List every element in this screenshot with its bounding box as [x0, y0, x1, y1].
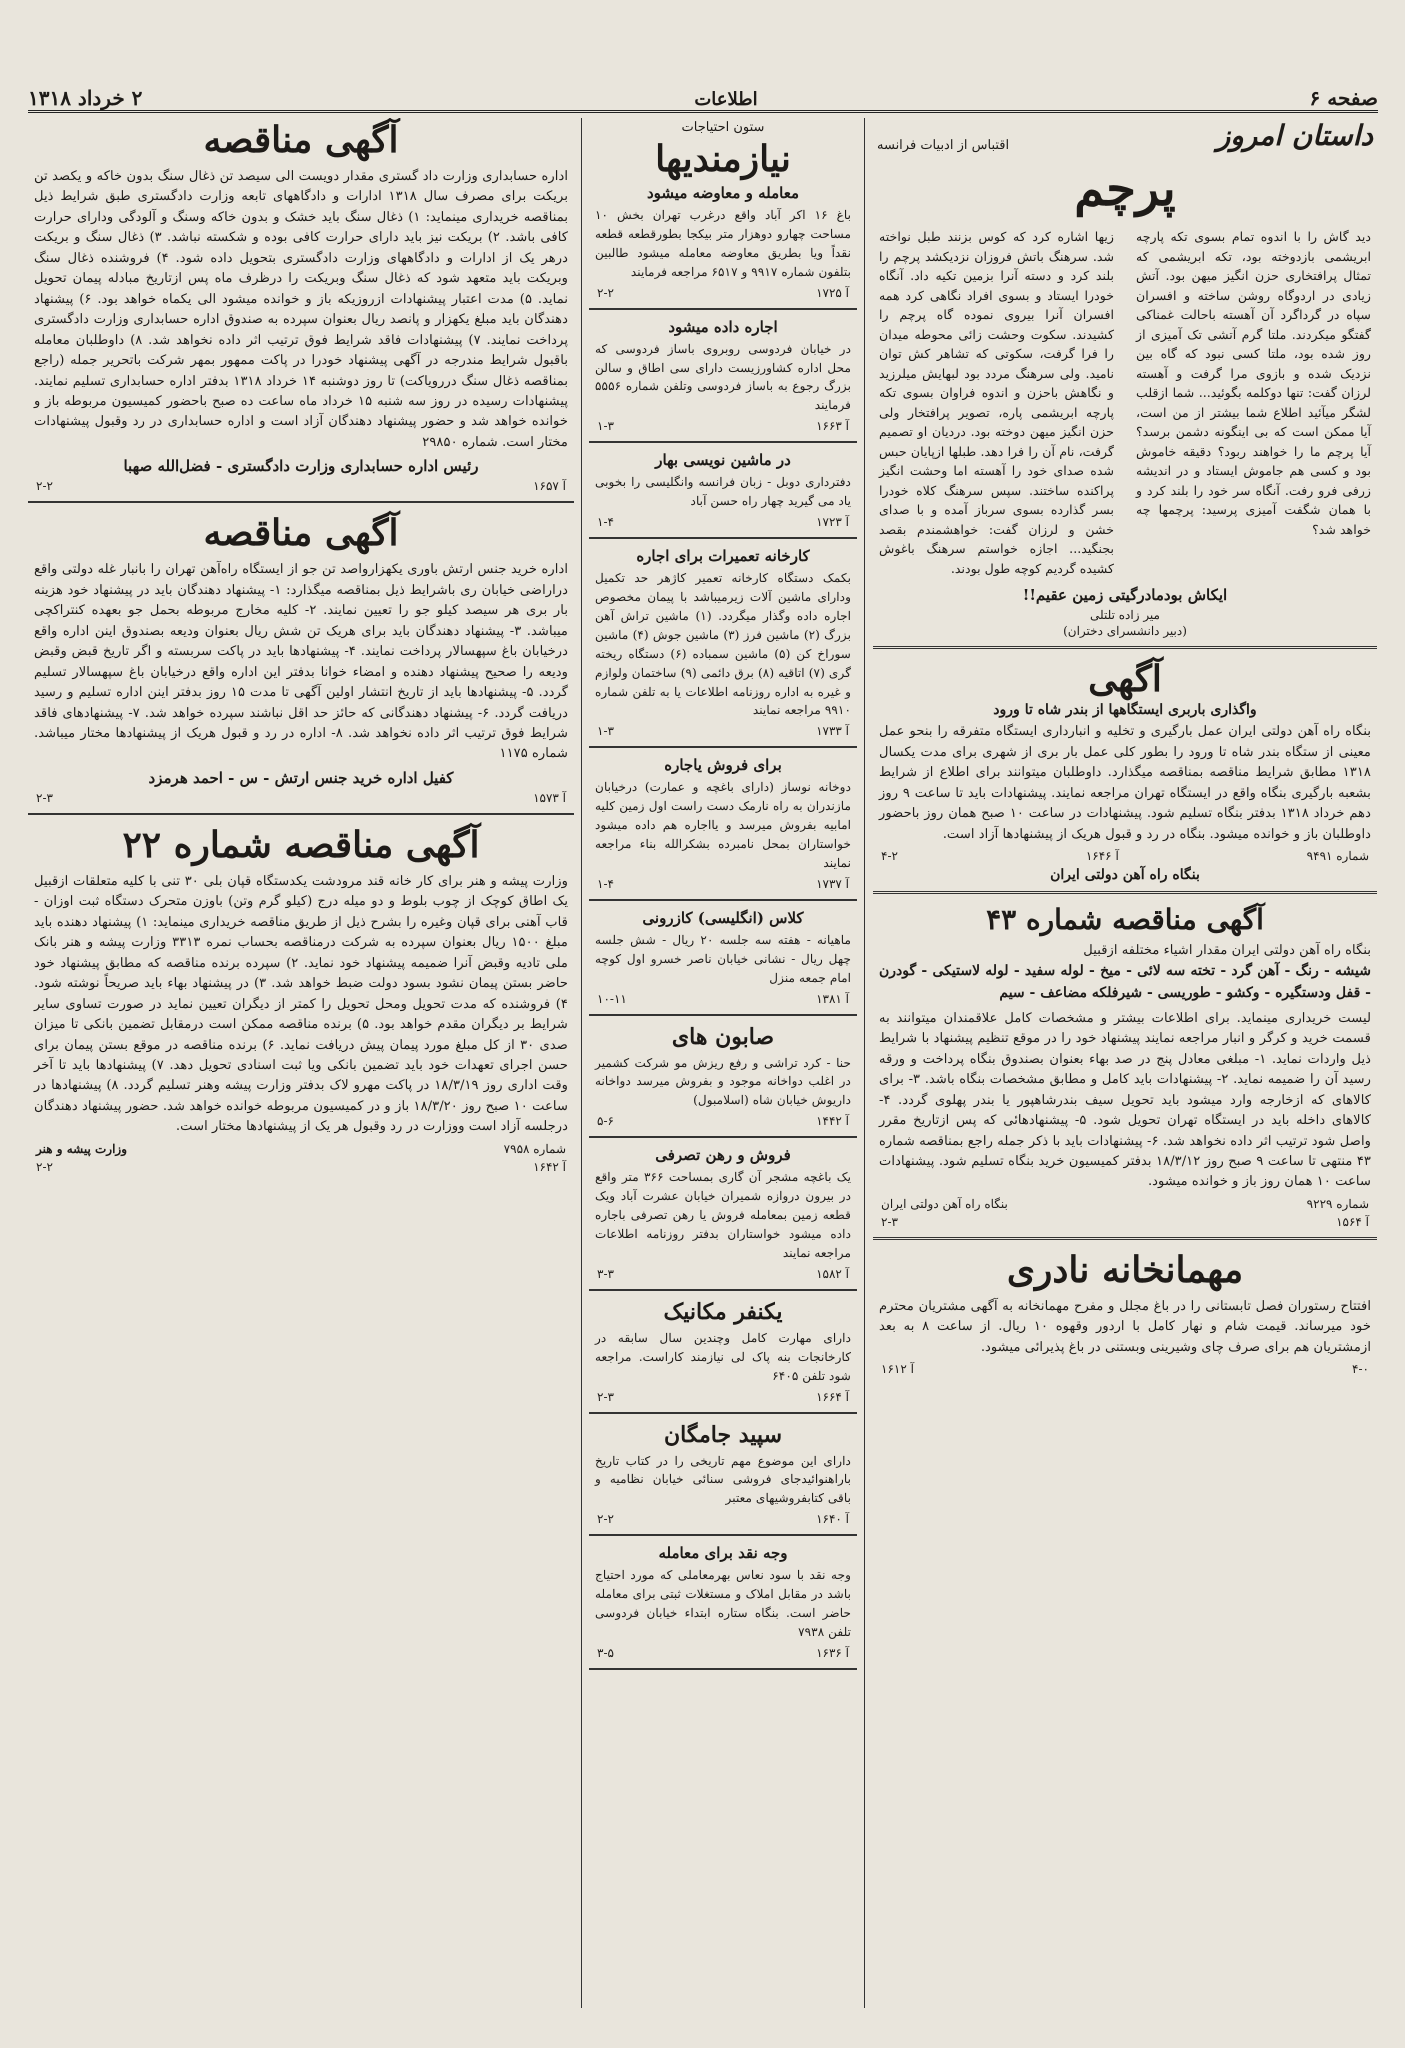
classified-text: وجه نقد با سود نعاس بهرمعاملی که مورد احتیاج باشد در مقابل املاک و مستغلات ثبتی برای معامله حاضر است. بنگاه ستاره ابتداء خیابان فردوسی تلفن ۷۹۳۸: [595, 1568, 851, 1639]
classified-code-id: آ ۱۶۶۳: [816, 419, 849, 434]
rail-tender-code-line: [881, 1215, 1369, 1229]
rail-tender-intro: بنگاه راه آهن دولتی ایران مقدار اشیاء مختلفه ازقبیل: [1083, 943, 1371, 958]
classified-run: ۱-۳: [597, 724, 614, 739]
divider: [589, 899, 857, 901]
classified-text: در خیابان فردوسی روبروی باساز فردوسی که محل اداره کشاورزیست دارای سی اطاق و سالن بزرگ رجوع به باساز فردوسی وتلفن شماره ۵۵۵۶ فرمایند: [595, 341, 851, 413]
classified-text: دارای این موضوع مهم تاریخی را در کتاب تاریخ باراهنوائیدجای فروشی سنائی خیابان نظامیه و باقی کتابفروشیهای معتبر: [595, 1453, 851, 1506]
classified-text: دفترداری دوبل - زبان فرانسه وانگلیسی را بخوبی یاد می گیرید چهار راه حسن آباد: [595, 475, 851, 509]
page-label: صفحه ۶: [1309, 86, 1378, 110]
classified-code: [597, 1114, 849, 1128]
rail-tender-code: [881, 1197, 1369, 1211]
tender2-signature: کفیل اداره خرید جنس ارتش - س - احمد هرمزد: [148, 768, 454, 787]
column-needs: [589, 118, 857, 2008]
classified-ad: [589, 1024, 857, 1139]
classified-text: دوخانه نوساز (دارای باغچه و عمارت) درخیابان مازندران به راه نارمک دست راست اول زمین کلیه امابیه بفروش میرسد و یااجاره هم داده میشود خواستاران بمحل نامبرده بشکرالله بناء مراجعه نمایند: [595, 780, 851, 870]
rail-tender-run: ۲-۳: [881, 1214, 898, 1229]
divider: [589, 1289, 857, 1291]
classified-code-id: آ ۱۵۸۲: [816, 1266, 849, 1281]
classified-run: ۲-۳: [597, 1389, 614, 1404]
divider: [589, 1136, 857, 1138]
divider: [589, 537, 857, 539]
nadery-text: افتتاح رستوران فصل تابستانی را در باغ مجلل و مفرح مهمانخانه به آگهی مشتریان محترم خود میرساند. قیمت شام و نهار کامل با اردور وقهوه ۱۰ ریال. از ساعت ۸ به بعد ازمشتریان هم برای صرف چای وشیرینی وبستنی در باغ پذیرائی میشود.: [879, 1298, 1371, 1355]
nadery-code-id: آ ۱۶۱۲: [881, 1362, 914, 1377]
classified-heading: کلاس (انگلیسی) کازرونی: [642, 908, 804, 927]
classified-ad: [589, 909, 857, 1016]
tender1-code-id: آ ۱۶۵۷: [533, 479, 566, 494]
classified-heading: کارخانه تعمیرات برای اجاره: [636, 547, 810, 566]
rail-notice-subtitle: واگذاری باربری ایستگاهها از بندر شاه تا ورود: [993, 702, 1257, 719]
rail-notice-run: ۴-۲: [881, 849, 898, 863]
needs-list: [589, 184, 857, 1670]
column-rule: [864, 118, 865, 2008]
tender3-number: شماره ۷۹۵۸: [503, 1141, 566, 1156]
story-text-a: دید گاش را با اندوه تمام بسوی تکه پارچه ابریشمی بازدوخته بود، تکه ابریشمی که تمثال پرافتخاری حزن انگیز میهن بود. آتش زیادی در اردوگاه روشن ساخته و افسران سپاه در گرداگرد آن آهسته باحالت غمناکی گفتگو میکردند. ملتا گرم آتشی تک آمیزی از روز شده بود، ملتا کسی نبود که گاه بین نزدیک شده و بازوی مرا گرفت و آهسته لرزان گفت: تنها دوکلمه بگوئید... شما ازقلب لشگر میآئید اطلاع شما بیشتر از من است، آیا ممکن است که بی اینگونه دشمن برسد؟ آیا پرچم ما را خواهند ربود؟ دقیقه خاموش بود و کسی هم جاموش ایستاد و در اندیشه زرفی فرو رفت. آنگاه سر خود را بلند کرد و با همان شگفت آمیزی پرسید: پرچمها چه خواهد شد؟: [1136, 229, 1371, 537]
tender3-footer: [36, 1142, 566, 1156]
classified-code: [597, 877, 849, 891]
classified-heading: یکنفر مکانیک: [663, 1298, 783, 1325]
rail-tender-title: آگهی مناقصه شماره ۴۳: [986, 903, 1264, 936]
classified-run: ۲-۲: [597, 1512, 614, 1527]
classified-ad: [589, 547, 857, 748]
classified-run: ۳-۵: [597, 1645, 614, 1660]
divider: [589, 441, 857, 443]
tender2-run: ۲-۳: [36, 790, 53, 805]
classified-code: [597, 724, 849, 738]
divider: [589, 308, 857, 310]
classified-text: یک باغچه مشجر آن گاری بمساحت ۳۶۶ متر واقع در بیرون دروازه شمیران خیابان عشرت آباد ویک قطعه زمین بمعامله فروش یا رهن تصرفی باجاره داده میشود خواستاران بدفتر روزنامه اطلاعات مراجعه نمایند: [595, 1170, 851, 1260]
nadery-title: مهمانخانه نادری: [1006, 1248, 1244, 1291]
classified-run: ۲-۲: [597, 285, 614, 300]
tender2-code: [36, 791, 566, 805]
tender1-text: اداره حسابداری وزارت داد گستری مقدار دویست الی سیصد تن ذغال سنگ بدون خاکه و یکصد تن بریکت برای مصرف سال ۱۳۱۸ ادارات و دادگاههای تابعه وزارت دادگستری طبق شرایط ذیل بمناقصه خریداری مینماید: ۱) ذغال سنگ باید خشک و بدون خاکه وسنگ و آلودگی ودارای حرارت کافی باشد. ۲) بریکت نیز باید دارای حرارت کافی بوده و شکسته نباشد. ۳) ذغال سنگ و بریکت درهر یک از ادارات و دادگاههای وزارت دادگستری بتحویل داده شود. ۴) فروشنده ذغال سنگ وبریکت باید متعهد شود که ذغال سنگ وبریکت را درظرف ماه پس ازتاریخ مبادله پیمان تحویل نماید. ۵) مدت اعتبار پیشنهادات ازروزیکه باز و خوانده میشود الی یکماه خواهد بود. ۶) پیشنهاد دهندگان باید مبلغ یکهزار و پانصد ریال بعنوان سپرده به صندوق اداره حسابداری وزارت دادگستری پرداخت نمایند. ۷) پیشنهادات فاقد شرایط فوق ترتیب اثر داده نخواهد شد. ۸) داوطلبان معامله باقبول شرایط مندرجه در آگهی پیشنهاد خودرا در پاکت ممهور بمهر شرکت باتحریر جمله (راجع بمناقصه ذغال سنگ دررویاکت) تا روز دوشنبه ۱۴ خرداد ۱۳۱۸ بدفتر اداره حسابداری تسلیم نمایند. پیشنهادات رسیده در روز سه شنبه ۱۵ خرداد ماه ساعت ده صبح باحضور کمیسیون مربوطه باز و خوانده خواهد شد و حضور پیشنهاد دهندگان آزاد است و اداره حسابداری در رد وقبول پیشنهادات مختار است. شماره ۲۹۸۵۰: [34, 169, 569, 450]
story-kicker: اقتباس از ادبیات فرانسه: [877, 138, 1010, 153]
classified-text: ماهیانه - هفته سه جلسه ۲۰ ریال - شش جلسه چهل ریال - نشانی خیابان ناصر خسرو اول کوچه امام جمعه منزل: [595, 932, 852, 985]
classified-code: [597, 1646, 849, 1660]
classified-ad: [589, 1544, 857, 1670]
classified-run: ۱-۴: [597, 515, 614, 530]
classified-code: [597, 1390, 849, 1404]
classified-ad: [589, 1299, 857, 1414]
story-text-b: زیها اشاره کرد که کوس بزنند طبل نواخته شد. سرهنگ باتش فروزان نزدیکشد پرچم را بلند کرد و دسته آنرا بزمین تکیه داد. آنگاه خودرا ایستاد و بسوی افراد نگاهی کرد همه افسران آنرا بیروی نموده گاه پرچم را کشیدند. سکوت وحشت زائی محوطه میدان را فرا گرفت، سکوتی که تشاهر کش توان نامید. ولی سرهنگ مردد بود لبهایش میلرزید و نگاهش باحزن و اندوه فراوان بسوی تکه پارچه ابریشمی پاره، تصویر پرافتخار ولی حزن انگیز میهن دوخته بود. دردیان او تصمیم گرفت، نام آن را فرا دهد. طبلها ازپایان حبس شده صدای خود را آهسته اما وحشت انگیز پراکنده ساختند. سپس سرهنگ کلاه خودرا بسر گذارده بسوی سرباز آمده و با صدای خشن و لرزان گفت: خواهشمندم بقصد بجنگید... اجازه خواستم سرهنگ باغوش کشیده گردیم کوچه طول بودند.: [879, 229, 1114, 576]
classified-ad: [589, 318, 857, 444]
classified-text: دارای مهارت کامل وچندین سال سابقه در کارخانجات بنه پاک لی نیازمند کاراست. مراجعه شود تلفن ۶۴۰۵: [595, 1330, 851, 1383]
rail-notice-org: بنگاه راه آهن دولتی ایران: [1050, 867, 1200, 883]
classified-code-id: آ ۱۷۳۷: [816, 876, 849, 891]
classified-code: [597, 992, 849, 1006]
divider: [873, 1237, 1377, 1240]
classified-text: بکمک دستگاه کارخانه تعمیر کاژهر حد تکمیل ودارای ماشین آلات زیرمیباشد با پیمان مخصوص اجاره داده وگذار میگردد. (۱) ماشین تراش آهن بزرگ (۲) ماشین فرز (۳) ماشین جوش (۴) ماشین سوراخ کن (۵) ماشین سمباده (۶) دستگاه ریخته گری (۷) اتاقیه (۸) برق دائمی (۹) ساختمان ولوازم و غیره به اداره روزنامه اطلاعات یا به تلفن شماره ۹۹۱۰ مراجعه نمایند: [595, 571, 852, 718]
rail-notice-title: آگهی: [1088, 658, 1162, 701]
classified-code-id: آ ۱۷۲۵: [816, 285, 849, 300]
rail-notice-text: بنگاه راه آهن دولتی ایران عمل بارگیری و تخلیه و انبارداری ایستگاه متفرقه را بنحو عمل معینی از ستگاه بندر شاه تا ورود را بطور کلی عمل بار بری از شهری برای مدت یکسال ۱۳۱۸ مطابق شرایط مناقصه بمناقصه میگذارد. داوطلبان میتوانند برای اطلاع از شرایط بشعبه بارگیری بنگاه واقع در ایستگاه تهران مراجعه نمایند. پیشنهادات باید تا ساعت ۹ روز دهم خرداد ۱۳۱۸ بدفتر بنگاه تسلیم شود. پیشنهادات در ساعت ۱۰ صبح همان روز باحضور داوطلبان باز و خوانده میشود. بنگاه در رد و قبول هریک از پیشنهادها آزاد است.: [879, 724, 1371, 842]
story-title: پرچم: [1074, 161, 1176, 217]
divider: [28, 813, 574, 815]
classified-ad: [589, 756, 857, 901]
classified-run: ۳-۳: [597, 1266, 614, 1281]
tender3-signature: وزارت پیشه و هنر: [36, 1141, 128, 1156]
classified-run: ۱-۳: [597, 419, 614, 434]
rail-notice-code-id: آ ۱۶۴۶: [1085, 849, 1119, 863]
classified-code-id: آ ۱۷۳۳: [816, 724, 849, 739]
tender1-signature: رئیس اداره حسابداری وزارت دادگستری - فضل‌الله صهبا: [123, 457, 479, 476]
needs-header: ستون احتیاجات: [681, 120, 765, 135]
paper-name: اطلاعات: [694, 89, 758, 110]
classified-heading: وجه نقد برای معامله: [658, 1544, 788, 1563]
divider: [873, 891, 1377, 894]
story-closing-quote: ایکاش بودمادرگیتی زمین عقیم!!: [1022, 586, 1228, 605]
classified-ad: [589, 184, 857, 310]
classified-heading: اجاره داده میشود: [668, 317, 778, 336]
classified-code: [597, 1512, 849, 1526]
section-title: داستان امروز: [1216, 119, 1373, 152]
classified-text: باغ ۱۶ اکر آباد واقع درغرب تهران بخش ۱۰ مساحت چهارو دوهزار متر بیکجا بطورقطعه قطعه نقداً ویا بطریق معاوضه معامله میشود طالبین بتلفون شماره ۹۹۱۷ و ۶۵۱۷ مراجعه فرمایند: [595, 208, 851, 279]
classified-heading: سپید جامگان: [663, 1421, 782, 1448]
classified-run: ۵-۶: [597, 1114, 614, 1129]
classified-heading: فروش و رهن تصرفی: [655, 1146, 791, 1165]
classified-code-id: آ ۱۶۴۰: [816, 1512, 849, 1527]
column-tenders: [28, 118, 574, 2008]
tender2-title: آگهی مناقصه: [203, 512, 399, 555]
classified-run: ۱۰-۱۱: [597, 991, 627, 1006]
classified-heading: در ماشین نویسی بهار: [655, 451, 791, 470]
tender3-code: [36, 1160, 566, 1174]
classified-run: ۱-۴: [597, 876, 614, 891]
tender3-run: ۲-۲: [36, 1159, 53, 1174]
classified-text: حنا - کرد تراشی و رفع ریزش مو شرکت کشمیر در اغلب دواخانه موجود و بفروش میرسد دواخانه داریوش خیابان شاه (اسلامبول): [595, 1055, 851, 1108]
divider: [589, 1534, 857, 1536]
masthead: [28, 78, 1378, 113]
rail-tender-text: لیست خریداری مینماید. برای اطلاعات بیشتر و مشخصات کامل علاقمندان میتوانند به قسمت خرید و کرگر و انبار مراجعه نمایند پیشنهاد خود را در موقع تنظیم پیشنهاد با شرایط ذیل واردات نماید. ۱- مبلغی معادل پنج در صد بهاء بعنوان بصندوق بنگاه پرداخت و ورقه رسید آن را ضمیمه نماید. ۲- پیشنهادات باید کامل و مطابق مشخصات بنگاه باشد. ۳- برای کالاهای که ازخارجه وارد میشود باید تحویل سیف بندرشاهپور یا بندر پهلوی گردد. ۴- کالاهای داخله باید در ایستگاه تهران تحویل شود. ۵- پیشنهادهائی که پس ازتاریخ مقرر واصل شود ترتیب اثر داده نخواهد شد. ۶- پیشنهادات باید با ذکر جمله راجع بمناقصه شماره ۴۳ منتهی تا ساعت ۹ صبح روز ۱۸/۳/۱۲ بدفتر کمیسیون خرید بنگاه تسلیم شود. پیشنهادات ساعت ۱۰ همان روز باز و خوانده میشود.: [879, 1010, 1371, 1190]
story-school: (دبیر دانشسرای دختران): [1063, 624, 1187, 639]
classified-code-id: آ ۱۷۲۳: [816, 515, 849, 530]
classified-code-id: آ ۱۶۳۶: [816, 1645, 849, 1660]
nadery-run: ۴-۰: [1352, 1362, 1369, 1377]
classified-code-id: آ ۱۶۶۴: [816, 1389, 849, 1404]
tender3-code-id: آ ۱۶۴۲: [533, 1159, 566, 1174]
tender3-title: آگهی مناقصه شماره ۲۲: [122, 823, 480, 866]
classified-code-id: آ ۱۴۴۲: [816, 1114, 849, 1129]
nadery-code: [881, 1362, 1369, 1376]
rail-tender-code-id: آ ۱۵۶۴: [1336, 1214, 1369, 1229]
tender2-text: اداره خرید جنس ارتش باوری یکهزارواصد تن جو از ایستگاه راه‌آهن تهران را بانبار غله دولتی واقع دراراضی خیابان ری باشرایط ذیل بمناقصه میگذارد: ۱- پیشنهاد دهندگان باید در پیشنهاد خود هزینه بار بری هر سیصد کیلو جو را تعیین نمایند. ۲- کلیه مخارج مربوطه بحمل جو بعهده کنتراکچی میباشد. ۳- پیشنهاد دهندگان باید برای هریک تن شش ریال بعنوان ودیعه بصندوق اینن اداره واقع درخیابان باغ سپهسالار پرداخت نمایند. ۴- پیشنهادها باید در پاکت سربسته و اگر تاریخ قبض وقبض ودیعه را صحیح پیشنهاد دهنده و امضاء خوانا بدفتر این اداره واقع درخیابان باغ سپهسالار تسلیم گردد. ۵- پیشنهادها باید از تاریخ انتشار اولین آگهی تا مدت ۱۵ روز بدفتر اینن اداره تسلیم و رسید دریافت گردد. ۶- پیشنهاد دهندگانی که حائز حد اقل نباشند سپرده خواهد شد. ۷- پیشنهادهای فاقد شرایط فوق ترتیب اثر داده نخواهد شد. ۸- اداره در رد و قبول هریک از پیشنهادها مختار میباشد. شماره ۱۱۷۵: [34, 562, 569, 762]
tender2-code-id: آ ۱۵۷۳: [533, 790, 566, 805]
rail-tender-items: شیشه - رنگ - آهن گرد - تخته سه لائی - میخ - لوله سفید - لوله لاستیکی - گودرن - قفل ودستگیره - وکشو - طوریسی - شیرفلکه مضاعف - سیم: [879, 963, 1371, 1002]
classified-code-id: آ ۱۳۸۱: [816, 991, 849, 1006]
needs-title: نیازمندیها: [655, 138, 791, 180]
divider: [873, 646, 1377, 649]
classified-ad: [589, 1146, 857, 1291]
classified-code: [597, 1267, 849, 1281]
rail-notice-code: [881, 849, 1369, 863]
tender1-run: ۲-۲: [36, 479, 53, 494]
classified-heading: معامله و معاوضه میشود: [646, 184, 800, 202]
classified-ad: [589, 451, 857, 539]
classified-code: [597, 286, 849, 300]
story-byline: میر زاده تلتلی: [1090, 608, 1160, 623]
classified-heading: برای فروش یاجاره: [664, 756, 782, 775]
classified-ad: [589, 1422, 857, 1537]
rail-tender-org: بنگاه راه آهن دولتی ایران: [881, 1196, 1008, 1211]
tender1-title: آگهی مناقصه: [203, 119, 399, 161]
divider: [589, 1412, 857, 1414]
issue-date: ۲ خرداد ۱۳۱۸: [28, 86, 143, 110]
classified-code: [597, 419, 849, 433]
tender3-text: وزارت پیشه و هنر برای کار خانه قند مرودشت یکدستگاه قپان بلی ۳۰ تنی با کلیه متعلقات ازقبیل یک اطاق کوچک از چوب بلوط و دو میله درج (کیلو گرم وتن) باوزن متحرک دستگاه ثبت اوزان - قاب آهنی برای قپان وغیره را بشرح ذیل از طریق مناقصه خریداری مینماید: ۱) پیشنهاد دهنده باید مبلغ ۱۵۰۰ ریال بعنوان سپرده به شرکت درمناقصه بحساب نمره ۳۳۱۳ وزارت پیشه و هنر بانک ملی تادیه وقبض آنرا ضمیمه پیشنهاد خود نماید. ۲) سپرده برنده مناقصه که مطابق پیشنهاد خود حاضر بستن پیمان نشود بسود دولت ضبط خواهد شد. ۳) در پیشنهاد بهاء باید صریحاً نوشته شود. ۴) فروشنده که مدت تحویل ومحل تحویل را کمتر از دیگران تعیین نماید در صورت تساوی سایر شرایط بر دیگران مقدم خواهد بود. ۵) برنده مناقصه ممکن است درمقابل تضمین بانکی تا میزان صدی ۳۰ از کل مبلغ مورد پیمان پیش دریافت نماید. ۶) برنده مناقصه در موقع بستن پیمان برای حسن اجرای تعهدات خود باید تضمین بانکی ویا ثبت اسنادی تحویل دهد. ۷) پیشنهادها باید تا آخر وقت اداری روز ۱۸/۳/۱۹ در پاکت مهرو لاک بدفتر وزارت پیشه وهنر تسلیم گردد. ۸) پیشنهادها در ساعت ۱۰ صبح روز ۱۸/۳/۲۰ باز و در کمیسیون مربوطه خوانده خواهد شد. حضور پیشنهاد دهندگان درجلسه آزاد است ووزارت در رد وقبول هر یک از پیشنهادها مختار است.: [34, 873, 569, 1135]
tender1-code: [36, 479, 566, 493]
rail-notice-number: شماره ۹۴۹۱: [1306, 849, 1369, 863]
divider: [589, 1014, 857, 1016]
divider: [28, 501, 574, 503]
column-story: [873, 118, 1377, 2008]
divider: [589, 1668, 857, 1670]
classified-code: [597, 515, 849, 529]
column-rule: [581, 118, 582, 2008]
divider: [589, 746, 857, 748]
rail-tender-number: شماره ۹۲۲۹: [1306, 1196, 1369, 1211]
classified-heading: صابون های: [671, 1023, 775, 1050]
